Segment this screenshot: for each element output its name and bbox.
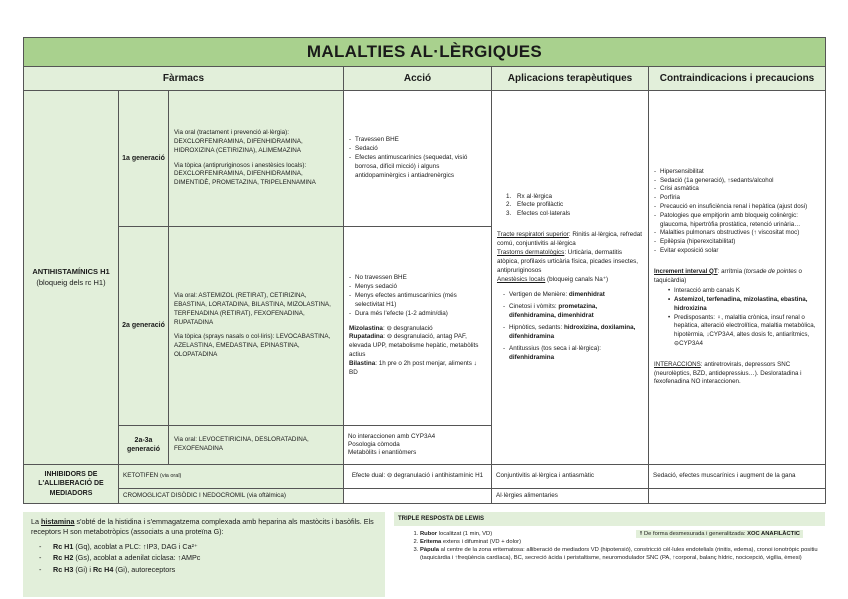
- drug-name: Rupatadina: [349, 333, 384, 341]
- aplicacio-extra-drug: dimenhidrat: [568, 290, 605, 298]
- main-table: [23, 37, 826, 504]
- drug-name: Bilastina: [349, 360, 376, 368]
- gen3-label: 2a-3a generació: [119, 426, 169, 465]
- anestesics-label: Anestèsics locals: [497, 276, 546, 283]
- gen2-farmacs-oral: Via oral: ASTEMIZOL (RETIRAT), CETIRIZINA, EBASTINA, LORATADINA, BILASTINA, MIZOLASTINA, TERFENADINA (RETIRAT), FEXOFENADINA, RUPATADINA: [174, 291, 331, 326]
- anestesics-text: (bloqueig canals Na⁺): [545, 276, 609, 283]
- tracte-label: Tracte respiratori superior: [497, 231, 569, 239]
- qt-end: o taquicàrdia): [654, 267, 802, 284]
- receptor-item: [31, 565, 377, 575]
- ketotifen-aplicacions: Conjuntivitis al·lèrgica i antiasmàtic: [492, 465, 649, 489]
- ketotifen-cell: [119, 465, 344, 489]
- rupatadina-note: [349, 333, 486, 360]
- trastorns-dermatologics: [497, 249, 643, 276]
- interaccions-text: : antiretrovirals, depressors SNC (neurolèptics, BZD, antidepressius…). Desloratadina i fexofenadina NO interaccionen.: [654, 360, 802, 386]
- contra-item: - Sedació (1a generació), ↑sedants/alcohol: [654, 177, 820, 186]
- aplicacio-extra-item: [503, 324, 643, 342]
- lewis-term: Rubor: [420, 531, 438, 537]
- gen1-accio: [344, 91, 492, 227]
- aplicacio-extra-drug: prometazina, difenhidramina, dimenhidrat: [509, 302, 598, 319]
- antihistaminics-sub: (bloqueig dels rc H1): [36, 277, 106, 287]
- aplicacio-extra-item: [503, 291, 643, 300]
- ketotifen-contra: Sedació, efectes muscarínics i augment de la gana: [649, 465, 826, 489]
- gen2-accio-item: - No travessen BHE: [349, 274, 486, 283]
- gen2-accio-item: - Menys sedació: [349, 283, 486, 292]
- receptor-item: [31, 542, 377, 552]
- gen2-farmacs-topica: Via tòpica (sprays nasals o col·liris): LEVOCABASTINA, AZELASTINA, EMEDASTINA, EPINASTINA, OLOPATADINA: [174, 333, 331, 359]
- contra-item: - Epilèpsia (hiperexcitabilitat): [654, 238, 820, 247]
- receptor-name: Rc H1: [53, 541, 74, 551]
- aplicacio-extra-item: [503, 345, 643, 363]
- lewis-body: [394, 526, 825, 566]
- histamina-word: histamina: [41, 517, 75, 526]
- gen1-farmacs: [169, 91, 344, 227]
- aplicacio-extra-drug: difenhidramina: [509, 353, 555, 361]
- gen1-farmacs-topica: Via tòpica (antipruriginosos i anestèsics locals): DEXCLORFENIRAMINA, DIFENHIDRAMINA, DIMENTIDÈ, PROMETAZINA, TRIPELENNAMINA: [174, 161, 316, 187]
- aplicacio-extra-text: Hipnòtics, sedants:: [509, 323, 564, 331]
- histamina-box: [23, 512, 385, 597]
- anestesics-locals: [497, 276, 643, 285]
- contra-item: - Malalties pulmonars obstructives (↑ viscositat moc): [654, 229, 820, 238]
- qt-item: • Predisposants: ♀, malaltia crònica, insuf renal o hepàtica, alteració electrolítica, malaltia metabòlica, hipotèrmia, ↓CYP3A4, altes dosis fc, antiarítmics, ⊖CYP3A4: [668, 314, 820, 349]
- contra-item: - Evitar exposició solar: [654, 247, 820, 256]
- header-contraindicacions: Contraindicacions i precaucions: [649, 67, 826, 91]
- interaccions: [654, 361, 820, 387]
- lewis-text: extens i difuminat (VD + dolor): [441, 539, 522, 546]
- qt-label: Increment interval QT: [654, 267, 718, 275]
- contra-item: - Patologies que empitjorin amb bloqueig colinèrgic: glaucoma, hipertròfia prostàtica, retenció urinària…: [654, 212, 820, 230]
- antihistaminics-h1-cell: [24, 91, 119, 465]
- header-aplicacions: Aplicacions terapèutiques: [492, 67, 649, 91]
- ketotifen-accio: Efecte dual: ⊖ degranulació i antihistamínic H1: [344, 465, 492, 489]
- gen1-label: 1a generació: [119, 91, 169, 227]
- qt-italic: torsade de pointes: [745, 267, 797, 275]
- lewis-text: localitzat (1 min, VD): [437, 531, 493, 537]
- lewis-text: al centre de la zona eritematosa: alliberació de mediadors VD (hipotensió), constricció cèl·lules endotelials (rinitis, edema), cronoi ionotròpic positiu (taquicàrdia i ↑freqüència cardíaca), BC, secreció àcida i peristaltisme, neuromodulador SNC (PA, ↑corporal, balanç hídric, nocicepció, vigília, èmesi): [420, 547, 818, 562]
- gen2-accio: [344, 227, 492, 426]
- gen3-accio-item: Posologia còmoda: [348, 440, 400, 448]
- header-accio: Acció: [344, 67, 492, 91]
- histamina-text: s'obté de la histidina i s'emmagatzema complexada amb heparina als mastòcits i basòfils. Els receptors H son metabotròpics (associats a una proteïna G):: [31, 517, 374, 537]
- header-farmacs: Fàrmacs: [24, 67, 344, 91]
- tracte-text: : Rinitis al·lèrgica, refredat comú, conjuntivitis al·lèrgica: [497, 231, 642, 248]
- lewis-item: [420, 538, 821, 546]
- receptor-name: Rc H2: [53, 553, 74, 563]
- receptor-text: (Gi) i: [73, 564, 93, 574]
- anaf-pre: ‼ De forma desmesurada i generalitzada:: [639, 531, 748, 537]
- cromoglicat-aplicacions: Al·lèrgies alimentaries: [492, 489, 649, 504]
- qt-item: • Astemizol, terfenadina, mizolastina, ebastina, hidroxizina: [668, 296, 820, 314]
- gen1-farmacs-oral-title: Via oral (tractament i prevenció al·lèrgia):: [174, 128, 290, 136]
- trastorns-label: Trastorns dermatològics: [497, 249, 565, 257]
- aplicacio-extra-text: Antitussius (tos seca i al·lèrgica):: [509, 344, 602, 352]
- trastorns-text: : Urticària, dermatitis atòpica, profilaxis urticària física, picades insectes, antipruriginosos: [497, 249, 639, 275]
- inhibidors-label: INHIBIDORS DE L'ALLIBERACIÓ DE MEDIADORS: [24, 465, 119, 504]
- lewis-item: [420, 546, 821, 562]
- receptor-text: (Gi), autoreceptors: [113, 564, 176, 574]
- lewis-term: Pàpula: [420, 547, 440, 554]
- aplicacio-item: 1. Rx al·lèrgica: [513, 193, 643, 202]
- lewis-box: [394, 512, 825, 597]
- ketotifen-name: KETOTIFEN: [123, 472, 160, 480]
- aplicacio-extra-text: Cinetosi i vòmits:: [509, 302, 559, 310]
- anaf-bold: XOC ANAFILÀCTIC: [747, 531, 800, 537]
- cromoglicat-accio: [344, 489, 492, 504]
- aplicacio-extra-item: [503, 303, 643, 321]
- histamina-pre: La: [31, 517, 41, 526]
- aplicacio-extra-text: Vertigen de Menière:: [509, 290, 569, 298]
- drug-note: : 1h pre o 2h post menjar, aliments ↓ BD: [349, 360, 477, 377]
- ketotifen-note: (via oral): [159, 473, 182, 480]
- lewis-title: TRIPLE RESPOSTA DE LEWIS: [394, 512, 825, 526]
- tracte-respiratori: [497, 231, 643, 249]
- gen3-accio-item: No interaccionen amb CYP3A4: [348, 432, 436, 440]
- lewis-term: Eritema: [420, 539, 442, 546]
- contra-item: - Porfíria: [654, 194, 820, 203]
- gen3-accio-item: Metabòlits i enantiòmers: [348, 449, 417, 457]
- receptor-name: Rc H4: [92, 564, 114, 574]
- aplicacio-extra-drug: hidroxizina, doxilamina, difenhidramina: [509, 323, 636, 340]
- aplicacio-item: 3. Efectes col·laterals: [513, 210, 643, 219]
- xoc-anafilactic-note: [636, 530, 803, 538]
- gen1-farmacs-oral: DEXCLORFENIRAMINA, DIFENHIDRAMINA, HIDROXIZINA (CETIRIZINA), ALIMEMAZINA: [174, 137, 303, 154]
- gen1-accio-item: - Travessen BHE: [349, 136, 486, 145]
- gen2-label: 2a generació: [119, 227, 169, 426]
- receptor-item: [31, 553, 377, 563]
- mizolastina-note: [349, 325, 486, 334]
- interaccions-label: INTERACCIONS: [654, 360, 701, 368]
- gen2-accio-item: - Dura més l'efecte (1-2 admin/dia): [349, 310, 486, 319]
- bilastina-note: [349, 360, 486, 378]
- qt-item: • Interacció amb canals K: [668, 287, 820, 296]
- gen3-accio: [344, 426, 492, 465]
- receptor-text: (Gs), acoblat a adenilat ciclasa: ↑AMPc: [73, 553, 201, 563]
- receptor-name: Rc H3: [53, 564, 74, 574]
- contra-item: - Hipersensibilitat: [654, 168, 820, 177]
- histamina-intro: [31, 517, 377, 538]
- gen2-accio-item: - Menys efectes antimuscarínics (més selectivitat H1): [349, 292, 486, 310]
- aplicacions-cell: [492, 91, 649, 465]
- cromoglicat-cell: CROMOGLICAT DISÒDIC I NEDOCROMIL (via oftàlmica): [119, 489, 344, 504]
- qt-interval: [654, 268, 820, 286]
- drug-name: Mizolastina: [349, 324, 383, 332]
- gen1-accio-item: - Efectes antimuscarínics (sequedat, visió borrosa, difícil micció) i alguns antidopaminèrgics i antiadrenèrgics: [349, 154, 486, 181]
- contraindicacions-cell: [649, 91, 826, 465]
- cromoglicat-contra: [649, 489, 826, 504]
- gen3-farmacs: Via oral: LEVOCETIRICINA, DESLORATADINA, FEXOFENADINA: [169, 426, 344, 465]
- contra-item: - Crisi asmàtica: [654, 185, 820, 194]
- antihistaminics-label: ANTIHISTAMÍNICS H1: [32, 267, 110, 277]
- gen2-farmacs: [169, 227, 344, 426]
- drug-note: : ⊖ desgranulació, antag PAF, elevada UPP, metabolisme hepàtic, metabòlits actius: [349, 333, 479, 359]
- gen1-accio-item: - Sedació: [349, 145, 486, 154]
- receptor-text: (Gq), acoblat a PLC: ↑IP3, DAG i Ca²⁺: [73, 541, 198, 551]
- contra-item: - Precaució en insuficiència renal i hepàtica (ajust dosi): [654, 203, 820, 212]
- aplicacio-item: 2. Efecte profilàctic: [513, 201, 643, 210]
- qt-text: : arrítmia (: [717, 267, 746, 275]
- drug-note: : ⊖ desgranulació: [382, 324, 433, 332]
- page-title: MALALTIES AL·LÈRGIQUES: [24, 38, 826, 67]
